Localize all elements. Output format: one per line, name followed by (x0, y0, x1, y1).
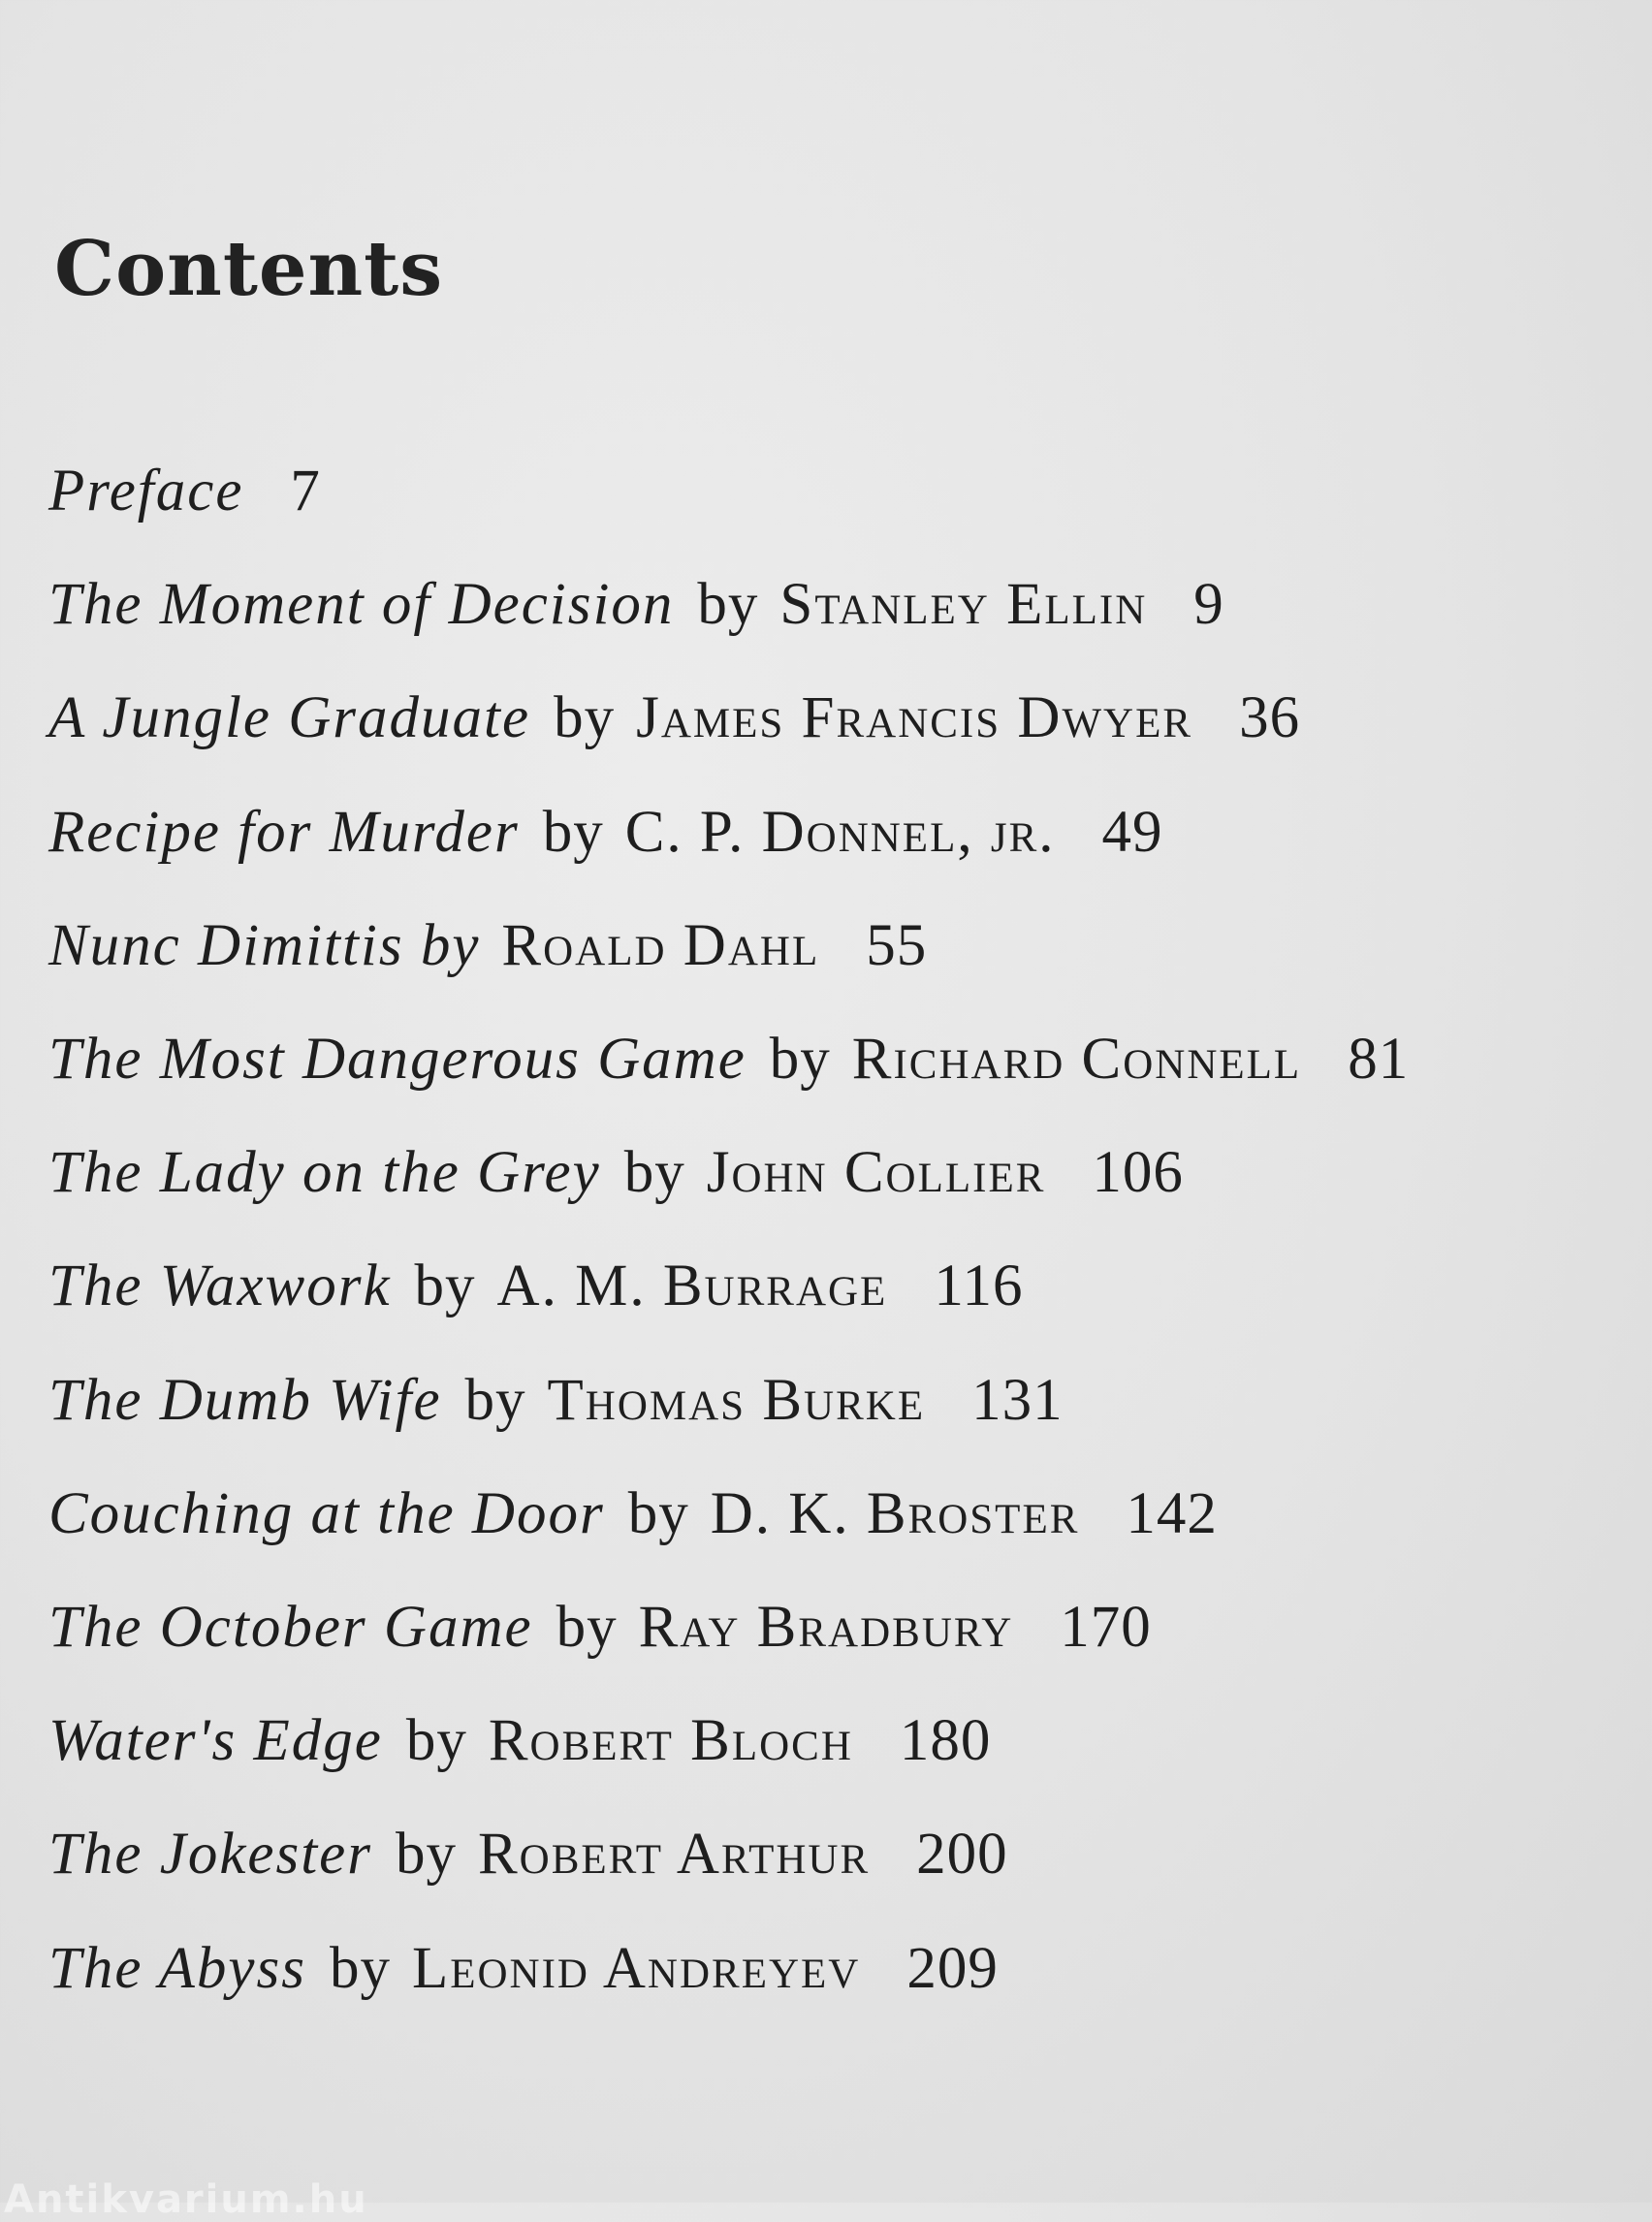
entry-title: The Moment of Decision (48, 572, 675, 638)
entry-author: Roald Dahl (501, 912, 820, 978)
entry-page-number: 55 (866, 912, 928, 978)
entry-title: Preface (48, 459, 244, 524)
entry-page-number: 209 (906, 1935, 999, 2001)
entry-page-number: 116 (934, 1254, 1024, 1319)
entry-page-number: 200 (916, 1822, 1008, 1888)
entry-by: by (627, 1480, 689, 1546)
table-of-contents (48, 434, 1619, 2025)
toc-entry (48, 1344, 1619, 1457)
entry-title: The Dumb Wife (48, 1367, 442, 1433)
entry-by: by (769, 1027, 831, 1093)
toc-entry (48, 1116, 1619, 1229)
entry-title: The October Game (48, 1594, 533, 1660)
page-title: Contents (54, 225, 444, 313)
entry-author: C. P. Donnel, jr. (624, 799, 1056, 865)
entry-by: by (414, 1254, 476, 1319)
toc-entry (48, 889, 1619, 1002)
entry-page-number: 180 (899, 1708, 992, 1774)
entry-author: Stanley Ellin (779, 572, 1148, 638)
entry-author: Leonid Andreyev (411, 1935, 861, 2001)
entry-title: A Jungle Graduate (48, 685, 531, 751)
entry-by: by (554, 685, 616, 751)
entry-title: The Jokester (48, 1822, 372, 1888)
entry-title: Couching at the Door (48, 1480, 605, 1546)
entry-title: The Waxwork (48, 1254, 392, 1319)
entry-author: Ray Bradbury (638, 1594, 1014, 1660)
entry-title: Recipe for Murder (48, 799, 520, 865)
entry-author: Robert Arthur (477, 1822, 871, 1888)
entry-page-number: 131 (971, 1367, 1064, 1433)
entry-author: Robert Bloch (488, 1708, 853, 1774)
watermark: Antikvarium.hu (4, 2177, 368, 2222)
toc-entry (48, 661, 1619, 775)
entry-author: Thomas Burke (547, 1367, 926, 1433)
toc-entry (48, 1684, 1619, 1797)
entry-title: Nunc Dimittis by (48, 912, 481, 978)
toc-entry (48, 1571, 1619, 1684)
entry-title: The Lady on the Grey (48, 1140, 601, 1206)
entry-by: by (464, 1367, 526, 1433)
toc-entry (48, 776, 1619, 889)
toc-entry (48, 1797, 1619, 1911)
entry-page-number: 49 (1101, 799, 1163, 865)
entry-by: by (395, 1822, 457, 1888)
entry-page-number: 106 (1092, 1140, 1184, 1206)
toc-entry (48, 1457, 1619, 1571)
entry-by: by (329, 1935, 391, 2001)
entry-page-number: 7 (290, 459, 321, 524)
toc-entry (48, 1002, 1619, 1116)
entry-page-number: 170 (1060, 1594, 1152, 1660)
toc-entry (48, 548, 1619, 661)
entry-by: by (623, 1140, 685, 1206)
entry-title: The Most Dangerous Game (48, 1027, 747, 1093)
entry-author: D. K. Broster (710, 1480, 1080, 1546)
entry-by: by (697, 572, 759, 638)
entry-by: by (556, 1594, 618, 1660)
entry-title: Water's Edge (48, 1708, 383, 1774)
toc-entry (48, 1911, 1619, 2024)
entry-by: by (542, 799, 604, 865)
entry-page-number: 9 (1193, 572, 1224, 638)
entry-author: James Francis Dwyer (636, 685, 1193, 751)
entry-page-number: 81 (1348, 1027, 1410, 1093)
toc-entry (48, 1229, 1619, 1343)
entry-by: by (405, 1708, 467, 1774)
toc-entry-preface (48, 434, 1619, 548)
entry-page-number: 36 (1239, 685, 1301, 751)
entry-author: A. M. Burrage (496, 1254, 888, 1319)
entry-page-number: 142 (1126, 1480, 1218, 1546)
entry-author: John Collier (706, 1140, 1046, 1206)
entry-title: The Abyss (48, 1935, 306, 2001)
entry-author: Richard Connell (851, 1027, 1302, 1093)
